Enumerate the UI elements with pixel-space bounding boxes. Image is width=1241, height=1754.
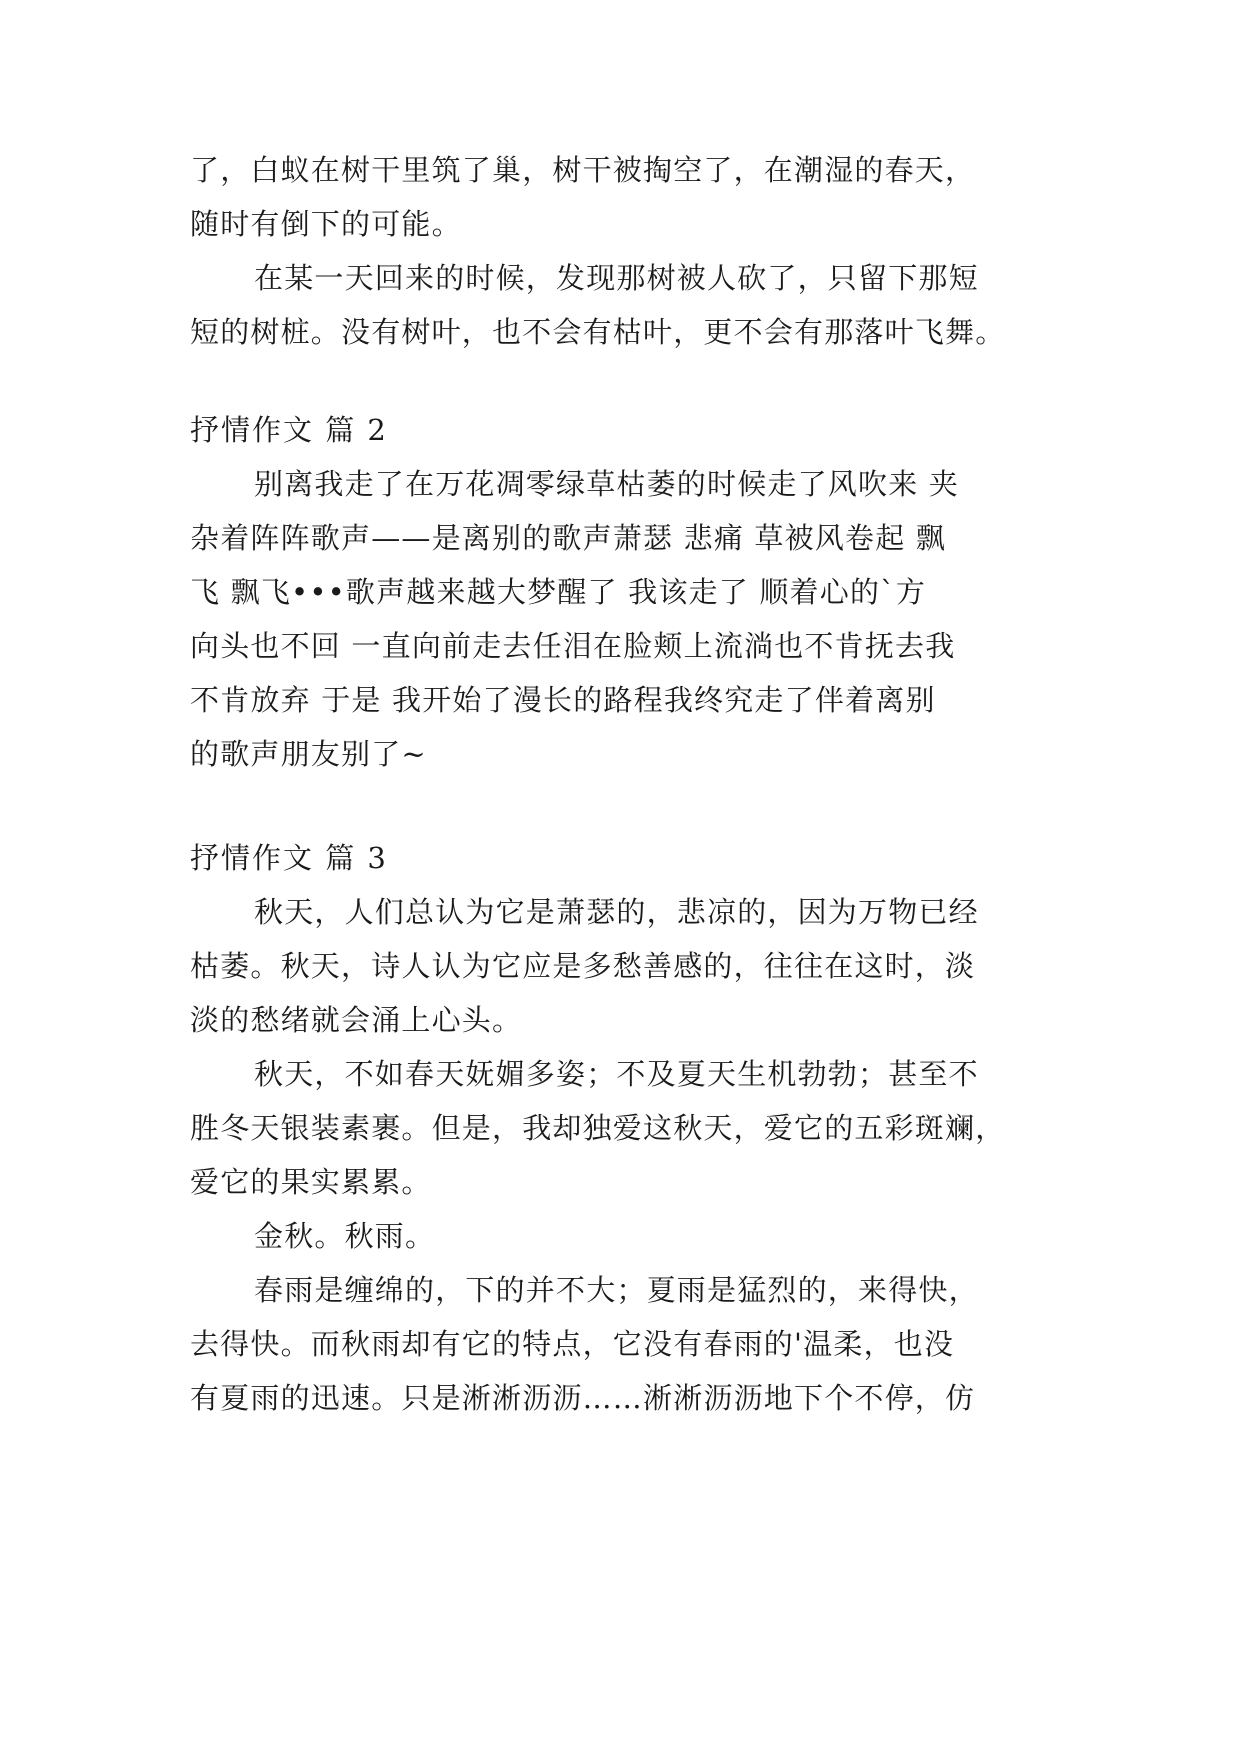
paragraph-line: 了，白蚁在树干里筑了巢，树干被掏空了，在潮湿的春天， [190,153,976,187]
paragraph-line: 爱它的果实累累。 [190,1165,432,1199]
paragraph-line: 秋天，不如春天妩媚多姿；不及夏天生机勃勃；甚至不 [254,1057,979,1091]
paragraph-line: 去得快。而秋雨却有它的特点，它没有春雨的'温柔，也没 [190,1327,955,1361]
paragraph-line: 向头也不回 一直向前走去任泪在脸颊上流淌也不肯抚去我 [190,629,956,663]
paragraph-line: 的歌声朋友别了~ [190,737,427,771]
paragraph-line: 不肯放弃 于是 我开始了漫长的路程我终究走了伴着离别 [190,683,936,717]
paragraph-line: 飞 飘飞•••歌声越来越大梦醒了 我该走了 顺着心的`方 [190,575,927,609]
paragraph-line: 有夏雨的迅速。只是淅淅沥沥……淅淅沥沥地下个不停，仿 [190,1381,976,1415]
paragraph-line: 短的树桩。没有树叶，也不会有枯叶，更不会有那落叶飞舞。 [190,315,1006,349]
paragraph-line: 随时有倒下的可能。 [190,207,462,241]
section-heading: 抒情作文 篇 2 [190,413,388,447]
section-heading: 抒情作文 篇 3 [190,841,388,875]
paragraph-line: 在某一天回来的时候，发现那树被人砍了，只留下那短 [254,261,979,295]
paragraph-line: 淡的愁绪就会涌上心头。 [190,1003,523,1037]
paragraph-line: 枯萎。秋天，诗人认为它应是多愁善感的，往往在这时，淡 [190,949,976,983]
paragraph-line: 春雨是缠绵的，下的并不大；夏雨是猛烈的，来得快， [254,1273,979,1307]
paragraph-line: 杂着阵阵歌声——是离别的歌声萧瑟 悲痛 草被风卷起 飘 [190,521,947,555]
paragraph-line: 别离我走了在万花凋零绿草枯萎的时候走了风吹来 夹 [254,467,960,501]
paragraph-line: 秋天，人们总认为它是萧瑟的，悲凉的，因为万物已经 [254,895,979,929]
paragraph-line: 胜冬天银装素裹。但是，我却独爱这秋天，爱它的五彩斑斓， [190,1111,1006,1145]
paragraph-line: 金秋。秋雨。 [254,1219,436,1253]
